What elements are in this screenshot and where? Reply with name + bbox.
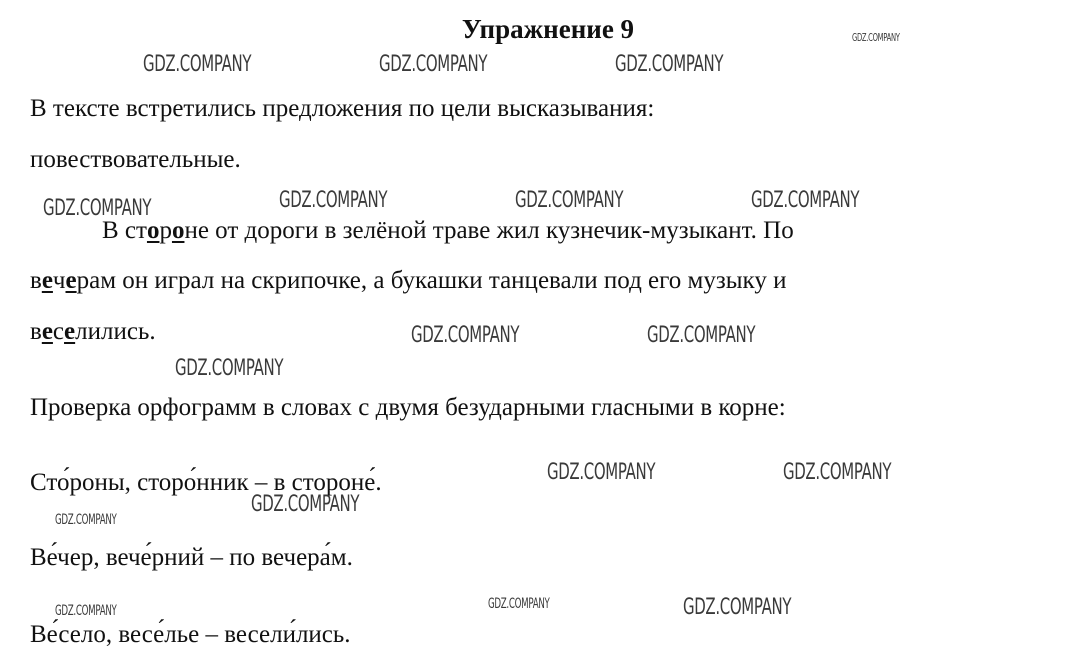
watermark: GDZ.COMPANY [411, 323, 520, 348]
watermark: GDZ.COMPANY [379, 52, 488, 77]
watermark: GDZ.COMPANY [279, 188, 388, 213]
quote-text: в [30, 318, 42, 345]
watermark: GDZ.COMPANY [143, 52, 252, 77]
quote-line [30, 317, 156, 347]
quote-text: ч [52, 267, 66, 294]
check-row: Ве́село, весе́лье – весели́лись. [30, 621, 351, 648]
watermark: GDZ.COMPANY [547, 460, 656, 485]
watermark: GDZ.COMPANY [251, 492, 360, 517]
quote-text: не от дороги в зелёной траве жил кузнечик-музыкант. По [184, 217, 794, 244]
watermark: GDZ.COMPANY [751, 188, 860, 213]
watermark: GDZ.COMPANY [515, 188, 624, 213]
quote-text: лились. [75, 318, 156, 345]
paragraph-line: повествовательные. [30, 146, 241, 173]
paragraph-line: В тексте встретились предложения по цели высказывания: [30, 95, 655, 122]
quote-text: в [30, 267, 42, 294]
watermark: GDZ.COMPANY [615, 52, 724, 77]
highlighted-vowel: о [171, 217, 185, 244]
watermark: GDZ.COMPANY [783, 460, 892, 485]
quote-text: В ст [102, 217, 147, 244]
watermark: GDZ.COMPANY [175, 356, 284, 381]
watermark: GDZ.COMPANY [683, 595, 792, 620]
highlighted-vowel: е [41, 267, 53, 294]
watermark: GDZ.COMPANY [852, 31, 900, 44]
watermark: GDZ.COMPANY [43, 196, 152, 221]
watermark: GDZ.COMPANY [55, 512, 117, 528]
check-row: Сто́роны, сторо́нник – в стороне́. [30, 469, 382, 496]
highlighted-vowel: е [41, 318, 53, 345]
check-row: Ве́чер, вече́рний – по вечера́м. [30, 544, 353, 571]
quote-text: рам он играл на скрипочке, а букашки танцевали под его музыку и [76, 267, 787, 294]
watermark: GDZ.COMPANY [647, 323, 756, 348]
quote-text: р [159, 217, 172, 244]
highlighted-vowel: е [65, 267, 77, 294]
check-heading: Проверка орфограмм в словах с двумя безударными гласными в корне: [30, 394, 786, 421]
watermark: GDZ.COMPANY [55, 603, 117, 619]
quote-text: с [52, 318, 65, 345]
highlighted-vowel: е [64, 318, 76, 345]
quote-line [30, 266, 786, 296]
watermark: GDZ.COMPANY [488, 596, 550, 612]
highlighted-vowel: о [146, 217, 160, 244]
exercise-title: Упражнение 9 [461, 14, 635, 44]
quote-line [102, 216, 794, 246]
